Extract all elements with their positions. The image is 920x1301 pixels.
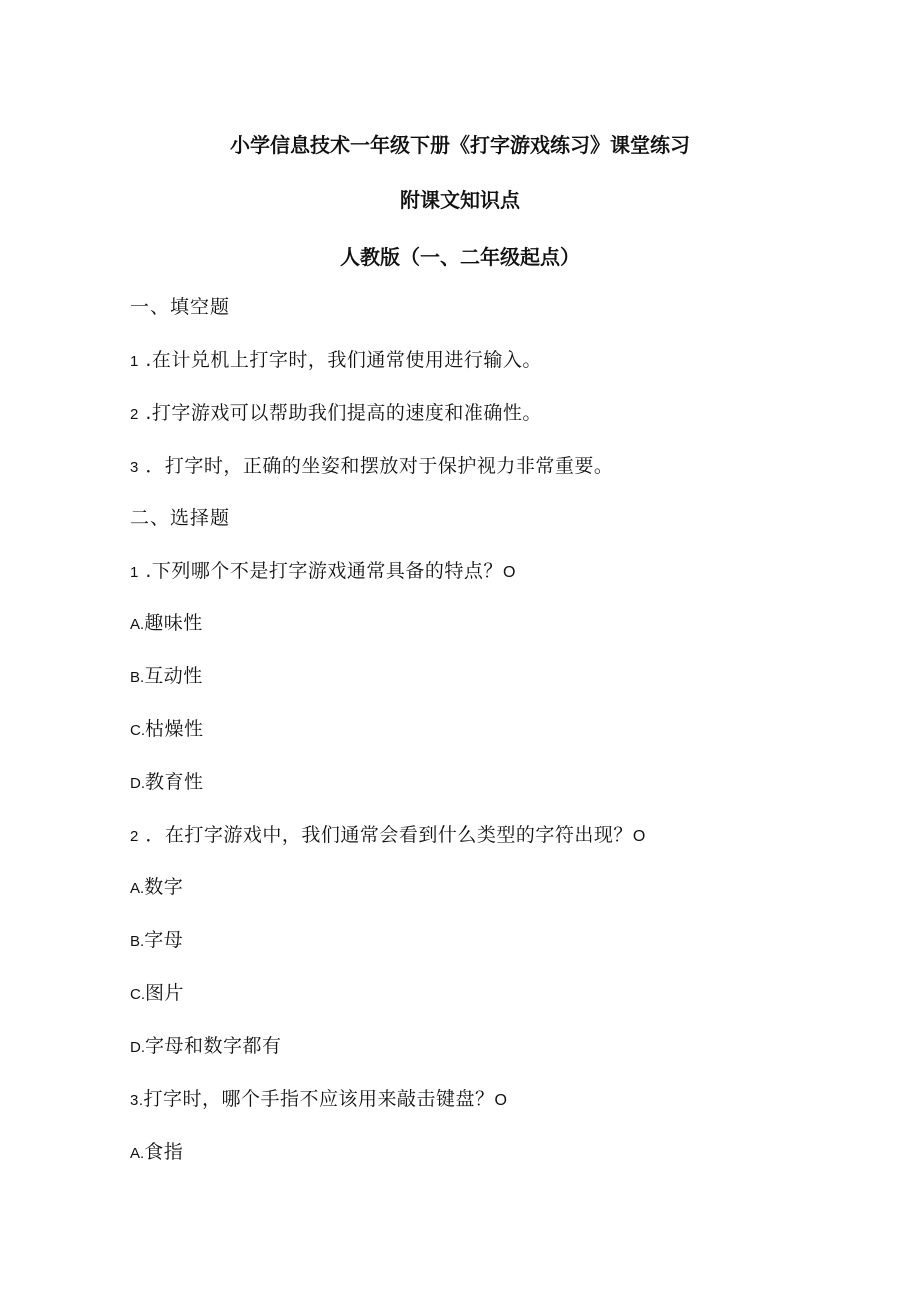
fill-blank-question — [130, 451, 613, 478]
choice-option — [130, 767, 204, 794]
choice-option — [130, 661, 203, 688]
option-letter: B. — [130, 669, 145, 686]
edition-label: 人教版（一、二年级起点） — [340, 245, 580, 269]
choice-option — [130, 608, 203, 635]
choice-question — [130, 556, 516, 583]
option-letter: D. — [130, 775, 145, 792]
option-text: 枯燥性 — [145, 718, 204, 740]
option-text: 数字 — [144, 876, 184, 898]
choice-question — [130, 1084, 507, 1111]
option-text: 食指 — [144, 1141, 184, 1163]
answer-mark: O — [502, 564, 516, 581]
question-number: 2 — [130, 828, 139, 845]
option-letter: A. — [130, 616, 145, 633]
option-letter: C. — [130, 722, 145, 739]
choice-option — [130, 925, 183, 952]
fill-blank-question — [130, 345, 542, 372]
choice-option — [130, 1031, 282, 1058]
document-title: 小学信息技术一年级下册《打字游戏练习》课堂练习 — [230, 133, 690, 157]
question-number: 3. — [130, 1092, 144, 1109]
fill-blank-question — [130, 398, 542, 425]
option-letter: D. — [130, 1039, 145, 1056]
answer-mark: O — [632, 828, 646, 845]
question-text: .在计兑机上打字时，我们通常使用进行输入。 — [145, 349, 542, 371]
choice-option — [130, 714, 204, 741]
question-number: 3 — [130, 459, 139, 476]
option-text: 趣味性 — [144, 612, 203, 634]
option-letter: C. — [130, 986, 145, 1003]
option-text: 字母和数字都有 — [145, 1035, 282, 1057]
option-letter: B. — [130, 933, 145, 950]
document-subtitle: 附课文知识点 — [400, 188, 520, 212]
question-text: .下列哪个不是打字游戏通常具备的特点？ — [145, 560, 503, 582]
choice-option — [130, 1137, 183, 1164]
question-number: 1 — [130, 353, 139, 370]
question-text: .打字游戏可以帮助我们提高的速度和准确性。 — [145, 402, 542, 424]
choice-question — [130, 820, 646, 847]
choice-option — [130, 978, 184, 1005]
question-number: 1 — [130, 564, 139, 581]
question-number: 2 — [130, 406, 139, 423]
option-letter: A. — [130, 880, 145, 897]
choice-option — [130, 872, 183, 899]
question-text: ．打字时，正确的坐姿和摆放对于保护视力非常重要。 — [145, 455, 614, 477]
option-text: 图片 — [145, 982, 185, 1004]
section-heading-multiple-choice: 二、选择题 — [130, 507, 231, 529]
question-text: ．在打字游戏中，我们通常会看到什么类型的字符出现？ — [145, 824, 633, 846]
option-text: 互动性 — [144, 665, 203, 687]
option-text: 教育性 — [145, 771, 204, 793]
question-text: 打字时，哪个手指不应该用来敲击键盘？ — [143, 1088, 495, 1110]
option-letter: A. — [130, 1145, 145, 1162]
answer-mark: O — [494, 1092, 508, 1109]
option-text: 字母 — [144, 929, 184, 951]
section-heading-fill-blank: 一、填空题 — [130, 296, 231, 318]
